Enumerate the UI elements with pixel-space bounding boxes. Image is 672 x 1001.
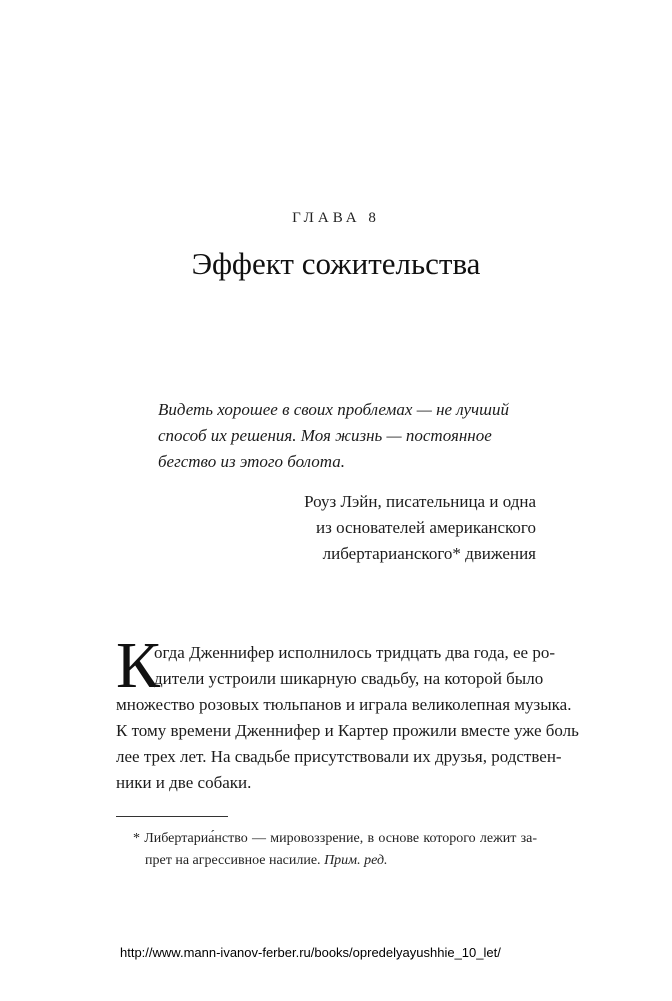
footnote-line bbox=[133, 850, 537, 872]
editor-note: Прим. ред. bbox=[324, 853, 388, 868]
attribution-line: Роуз Лэйн, писательница и одна bbox=[304, 492, 536, 511]
body-paragraph bbox=[116, 629, 579, 796]
footnote bbox=[133, 828, 537, 872]
attribution-line: из основателей американского bbox=[316, 518, 536, 537]
paragraph-line: огда Дженнифер исполнилось тридцать два года, ее ро- bbox=[154, 643, 556, 662]
paragraph-line: дители устроили шикарную свадьбу, на которой было bbox=[154, 669, 544, 688]
chapter-number: ГЛАВА 8 bbox=[292, 210, 380, 226]
source-url: http://www.mann-ivanov-ferber.ru/books/opredelyayushhie_10_let/ bbox=[120, 945, 501, 960]
footnote-line: * Либертариа́нство — мировоззрение, в основе которого лежит за- bbox=[133, 831, 537, 846]
attribution-line: либертарианского* движения bbox=[322, 544, 536, 563]
epigraph-line: способ их решения. Моя жизнь — постоянное bbox=[158, 426, 492, 445]
footnote-divider bbox=[116, 816, 228, 817]
footnote-text: прет на агрессивное насилие. bbox=[145, 853, 321, 868]
paragraph-line: К тому времени Дженнифер и Картер прожили вместе уже боль bbox=[116, 721, 579, 740]
paragraph-line: множество розовых тюльпанов и играла великолепная музыка. bbox=[116, 695, 572, 714]
epigraph-line: Видеть хорошее в своих проблемах — не лучший bbox=[158, 400, 509, 419]
drop-cap: К bbox=[116, 629, 161, 702]
paragraph-line: ники и две собаки. bbox=[116, 773, 252, 792]
paragraph-line: лее трех лет. На свадьбе присутствовали их друзья, родствен- bbox=[116, 747, 562, 766]
epigraph-attribution bbox=[236, 489, 536, 567]
chapter-title: Эффект сожительства bbox=[191, 246, 481, 281]
epigraph-line: бегство из этого болота. bbox=[158, 452, 346, 471]
epigraph-quote bbox=[158, 397, 538, 475]
